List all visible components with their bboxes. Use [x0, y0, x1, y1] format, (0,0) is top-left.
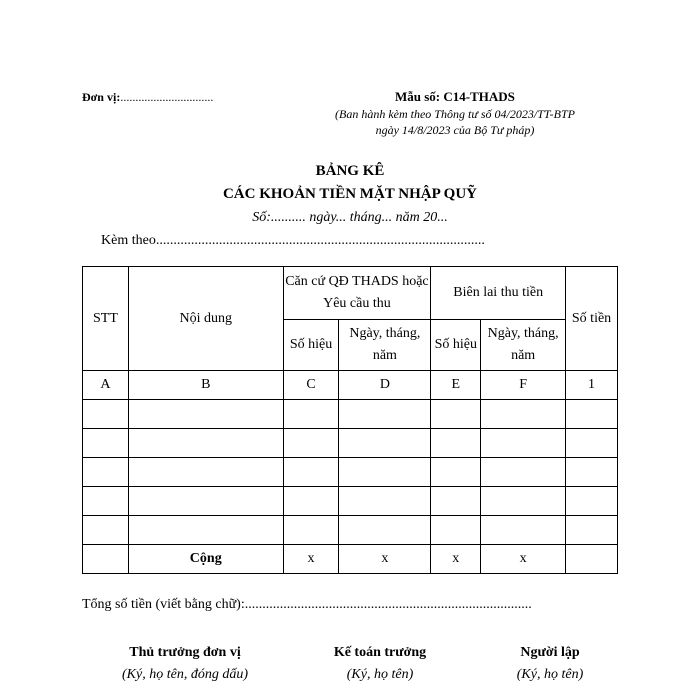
column-letter-row [83, 371, 618, 400]
cash-register-table [82, 266, 618, 574]
signature-role: Người lập [520, 645, 580, 660]
document-title: BẢNG KÊ [315, 163, 385, 179]
column-letter: E [431, 371, 481, 400]
column-letter: F [481, 371, 566, 400]
unit-dots: ............................... [120, 90, 214, 104]
table-header-row-1 [83, 267, 618, 320]
signature-note: (Ký, họ tên) [516, 667, 584, 682]
header-content: Nội dung [128, 267, 283, 371]
subheader-basis-date: Ngày, tháng, năm [339, 320, 431, 371]
total-mark: x [431, 545, 481, 574]
document-number-line: Số:.......... ngày... tháng... năm 20... [252, 210, 448, 225]
column-letter: D [339, 371, 431, 400]
unit-line [82, 90, 213, 105]
header-basis: Căn cứ QĐ THADS hoặc Yêu cầu thu [283, 267, 431, 320]
total-mark: x [339, 545, 431, 574]
signature-head-of-unit [95, 642, 275, 686]
document-subtitle: CÁC KHOẢN TIỀN MẶT NHẬP QUỸ [222, 186, 478, 202]
signature-preparer [480, 642, 620, 686]
table-row [83, 429, 618, 458]
total-mark: x [481, 545, 566, 574]
subheader-receipt-date: Ngày, tháng, năm [481, 320, 566, 371]
column-letter: A [83, 371, 129, 400]
header-stt: STT [83, 267, 129, 371]
subheader-receipt-number: Số hiệu [431, 320, 481, 371]
issued-line-1: (Ban hành kèm theo Thông tư số 04/2023/TT-BTP [335, 107, 575, 121]
table-row [83, 400, 618, 429]
form-code: Mẫu số: C14-THADS [395, 89, 515, 104]
attached-line: Kèm theo.............................................................................................. [101, 233, 485, 248]
column-letter: 1 [566, 371, 618, 400]
sum-in-words-line: Tổng số tiền (viết bằng chữ):.................................................................................. [82, 597, 532, 612]
signature-role: Kế toán trưởng [333, 645, 427, 660]
table-row [83, 487, 618, 516]
total-mark: x [283, 545, 339, 574]
signature-role: Thủ trưởng đơn vị [129, 645, 241, 660]
column-letter: B [128, 371, 283, 400]
header-amount: Số tiền [566, 267, 618, 371]
table-row [83, 516, 618, 545]
issued-line-2: ngày 14/8/2023 của Bộ Tư pháp) [375, 123, 535, 137]
total-row [83, 545, 618, 574]
header-receipt: Biên lai thu tiền [431, 267, 566, 320]
signature-chief-accountant [295, 642, 465, 686]
unit-label: Đơn vị: [82, 90, 121, 104]
table-row [83, 458, 618, 487]
issued-note [300, 106, 610, 138]
signature-note: (Ký, họ tên, đóng dấu) [122, 667, 248, 682]
subheader-basis-number: Số hiệu [283, 320, 339, 371]
total-label: Cộng [128, 545, 283, 574]
signature-note: (Ký, họ tên) [346, 667, 414, 682]
column-letter: C [283, 371, 339, 400]
